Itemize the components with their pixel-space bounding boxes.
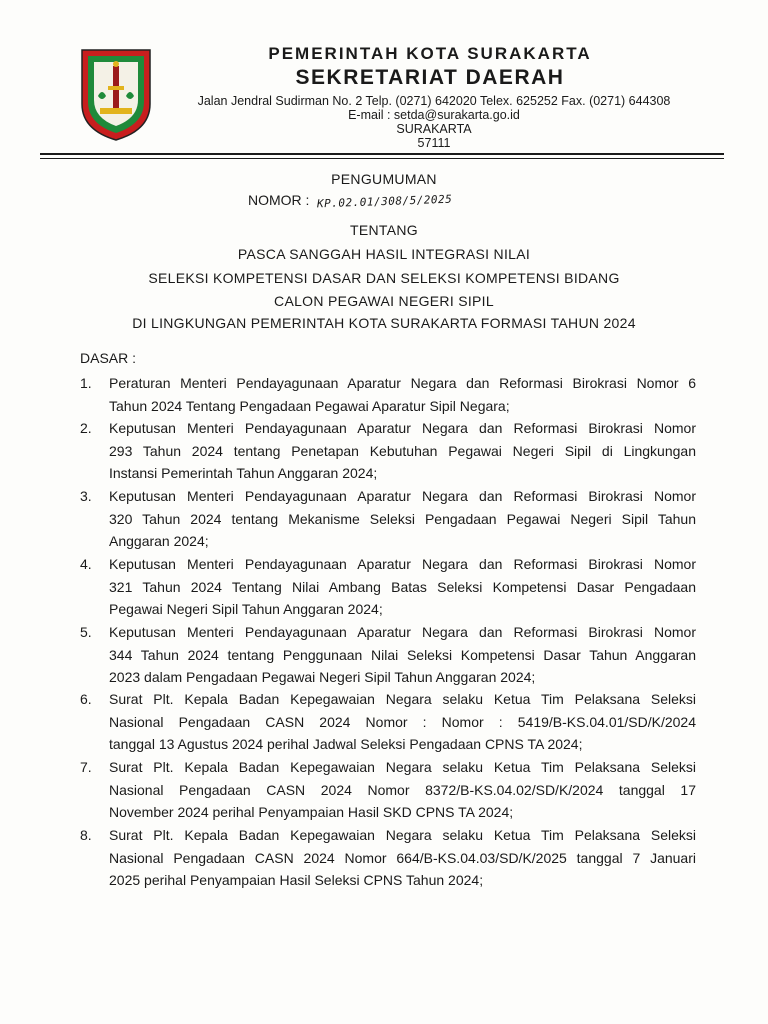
dasar-item-text (109, 688, 696, 756)
subject-line: SELEKSI KOMPETENSI DASAR DAN SELEKSI KOMPETENSI BIDANG (148, 270, 620, 286)
dasar-item-line: Keputusan Menteri Pendayagunaan Aparatur Negara dan Reformasi Birokrasi Nomor (109, 488, 696, 504)
dasar-item-line: Keputusan Menteri Pendayagunaan Aparatur Negara dan Reformasi Birokrasi Nomor (109, 624, 696, 640)
subject-line: PASCA SANGGAH HASIL INTEGRASI NILAI (237, 246, 531, 262)
dasar-item-line: Nasional Pengadaan CASN 2024 Nomor : Nomor : 5419/B-KS.04.01/SD/K/2024 (109, 713, 696, 730)
dasar-item-line: Surat Plt. Kepala Badan Kepegawaian Negara selaku Ketua Tim Pelaksana Seleksi (109, 691, 696, 707)
surakarta-coat-of-arms-icon (78, 46, 154, 142)
dasar-item-line: tanggal 13 Agustus 2024 perihal Jadwal Seleksi Pengadaan CPNS TA 2024; (109, 736, 583, 752)
dasar-item-line: Anggaran 2024; (109, 533, 209, 549)
dasar-item-text (109, 756, 696, 824)
dasar-item-number: 2. (80, 420, 92, 436)
nomor-handwritten-value: KP.02.01/308/5/2025 (317, 192, 453, 211)
dasar-item-line: Surat Plt. Kepala Badan Kepegawaian Negara selaku Ketua Tim Pelaksana Seleksi (109, 827, 696, 843)
dasar-item-line: November 2024 perihal Penyampaian Hasil SKD CPNS TA 2024; (109, 804, 514, 820)
letterhead-divider-thick (40, 153, 724, 155)
letterhead-address-block (160, 94, 708, 150)
dasar-item-line: Surat Plt. Kepala Badan Kepegawaian Negara selaku Ketua Tim Pelaksana Seleksi (109, 759, 696, 775)
dasar-item-line: 2023 dalam Pengadaan Pegawai Negeri Sipil Tahun Anggaran 2024; (109, 669, 536, 685)
dasar-item-line: Pegawai Negeri Sipil Tahun Anggaran 2024; (109, 601, 383, 617)
dasar-item-number: 4. (80, 556, 92, 572)
dasar-item-number: 8. (80, 827, 92, 843)
dasar-label: DASAR : (80, 350, 137, 366)
dasar-item-line: Nasional Pengadaan CASN 2024 Nomor 664/B-KS.04.03/SD/K/2025 tanggal 7 Januari (109, 849, 696, 866)
dasar-item-number: 3. (80, 488, 92, 504)
dasar-item-line: Tahun 2024 Tentang Pengadaan Pegawai Aparatur Sipil Negara; (109, 397, 510, 414)
dasar-item-line: Keputusan Menteri Pendayagunaan Aparatur Negara dan Reformasi Birokrasi Nomor (109, 556, 696, 572)
dasar-item-line: Keputusan Menteri Pendayagunaan Aparatur Negara dan Reformasi Birokrasi Nomor (109, 420, 696, 436)
dasar-item-number: 5. (80, 624, 92, 640)
dasar-item-line: 293 Tahun 2024 tentang Penetapan Kebutuhan Pegawai Negeri Sipil di Lingkungan (109, 442, 696, 459)
letterhead-city: SURAKARTA (396, 122, 472, 136)
letterhead-address: Jalan Jendral Sudirman No. 2 Telp. (0271) 642020 Telex. 625252 Fax. (0271) 644308 (197, 94, 671, 108)
letterhead-government: PEMERINTAH KOTA SURAKARTA (268, 44, 592, 63)
dasar-item-line: Instansi Pemerintah Tahun Anggaran 2024; (109, 465, 378, 481)
dasar-item-number: 7. (80, 759, 92, 775)
announcement-title: PENGUMUMAN (331, 171, 437, 187)
tentang-heading: TENTANG (350, 222, 418, 238)
dasar-item-line: 320 Tahun 2024 tentang Mekanisme Seleksi Pengadaan Pegawai Negeri Sipil Tahun (109, 510, 696, 527)
dasar-item-line: 344 Tahun 2024 tentang Penggunaan Nilai Seleksi Kompetensi Dasar Tahun Anggaran (109, 646, 696, 663)
dasar-item-text (109, 372, 696, 417)
dasar-item-number: 1. (80, 375, 92, 391)
dasar-item-text (109, 485, 696, 553)
letterhead-department: SEKRETARIAT DAERAH (295, 66, 565, 89)
letterhead-email: E-mail : setda@surakarta.go.id (348, 108, 520, 122)
announcement-number (248, 192, 453, 211)
subject-line: DI LINGKUNGAN PEMERINTAH KOTA SURAKARTA FORMASI TAHUN 2024 (132, 315, 636, 331)
dasar-item-text (109, 824, 696, 892)
letterhead-postal: 57111 (417, 136, 451, 150)
letterhead-divider-thin (40, 158, 724, 159)
dasar-item-line: 2025 perihal Penyampaian Hasil Seleksi CPNS Tahun 2024; (109, 872, 484, 888)
dasar-item-line: Peraturan Menteri Pendayagunaan Aparatur Negara dan Reformasi Birokrasi Nomor 6 (109, 375, 696, 391)
dasar-item-line: 321 Tahun 2024 Tentang Nilai Ambang Batas Seleksi Kompetensi Dasar Pengadaan (109, 578, 696, 595)
subject-line: CALON PEGAWAI NEGERI SIPIL (274, 293, 494, 309)
dasar-item-line: Nasional Pengadaan CASN 2024 Nomor 8372/B-KS.04.02/SD/K/2024 tanggal 17 (109, 781, 696, 798)
dasar-item-text (109, 417, 696, 485)
dasar-item-text (109, 621, 696, 689)
dasar-item-number: 6. (80, 691, 92, 707)
dasar-item-text (109, 553, 696, 621)
nomor-label: NOMOR : (248, 192, 310, 208)
